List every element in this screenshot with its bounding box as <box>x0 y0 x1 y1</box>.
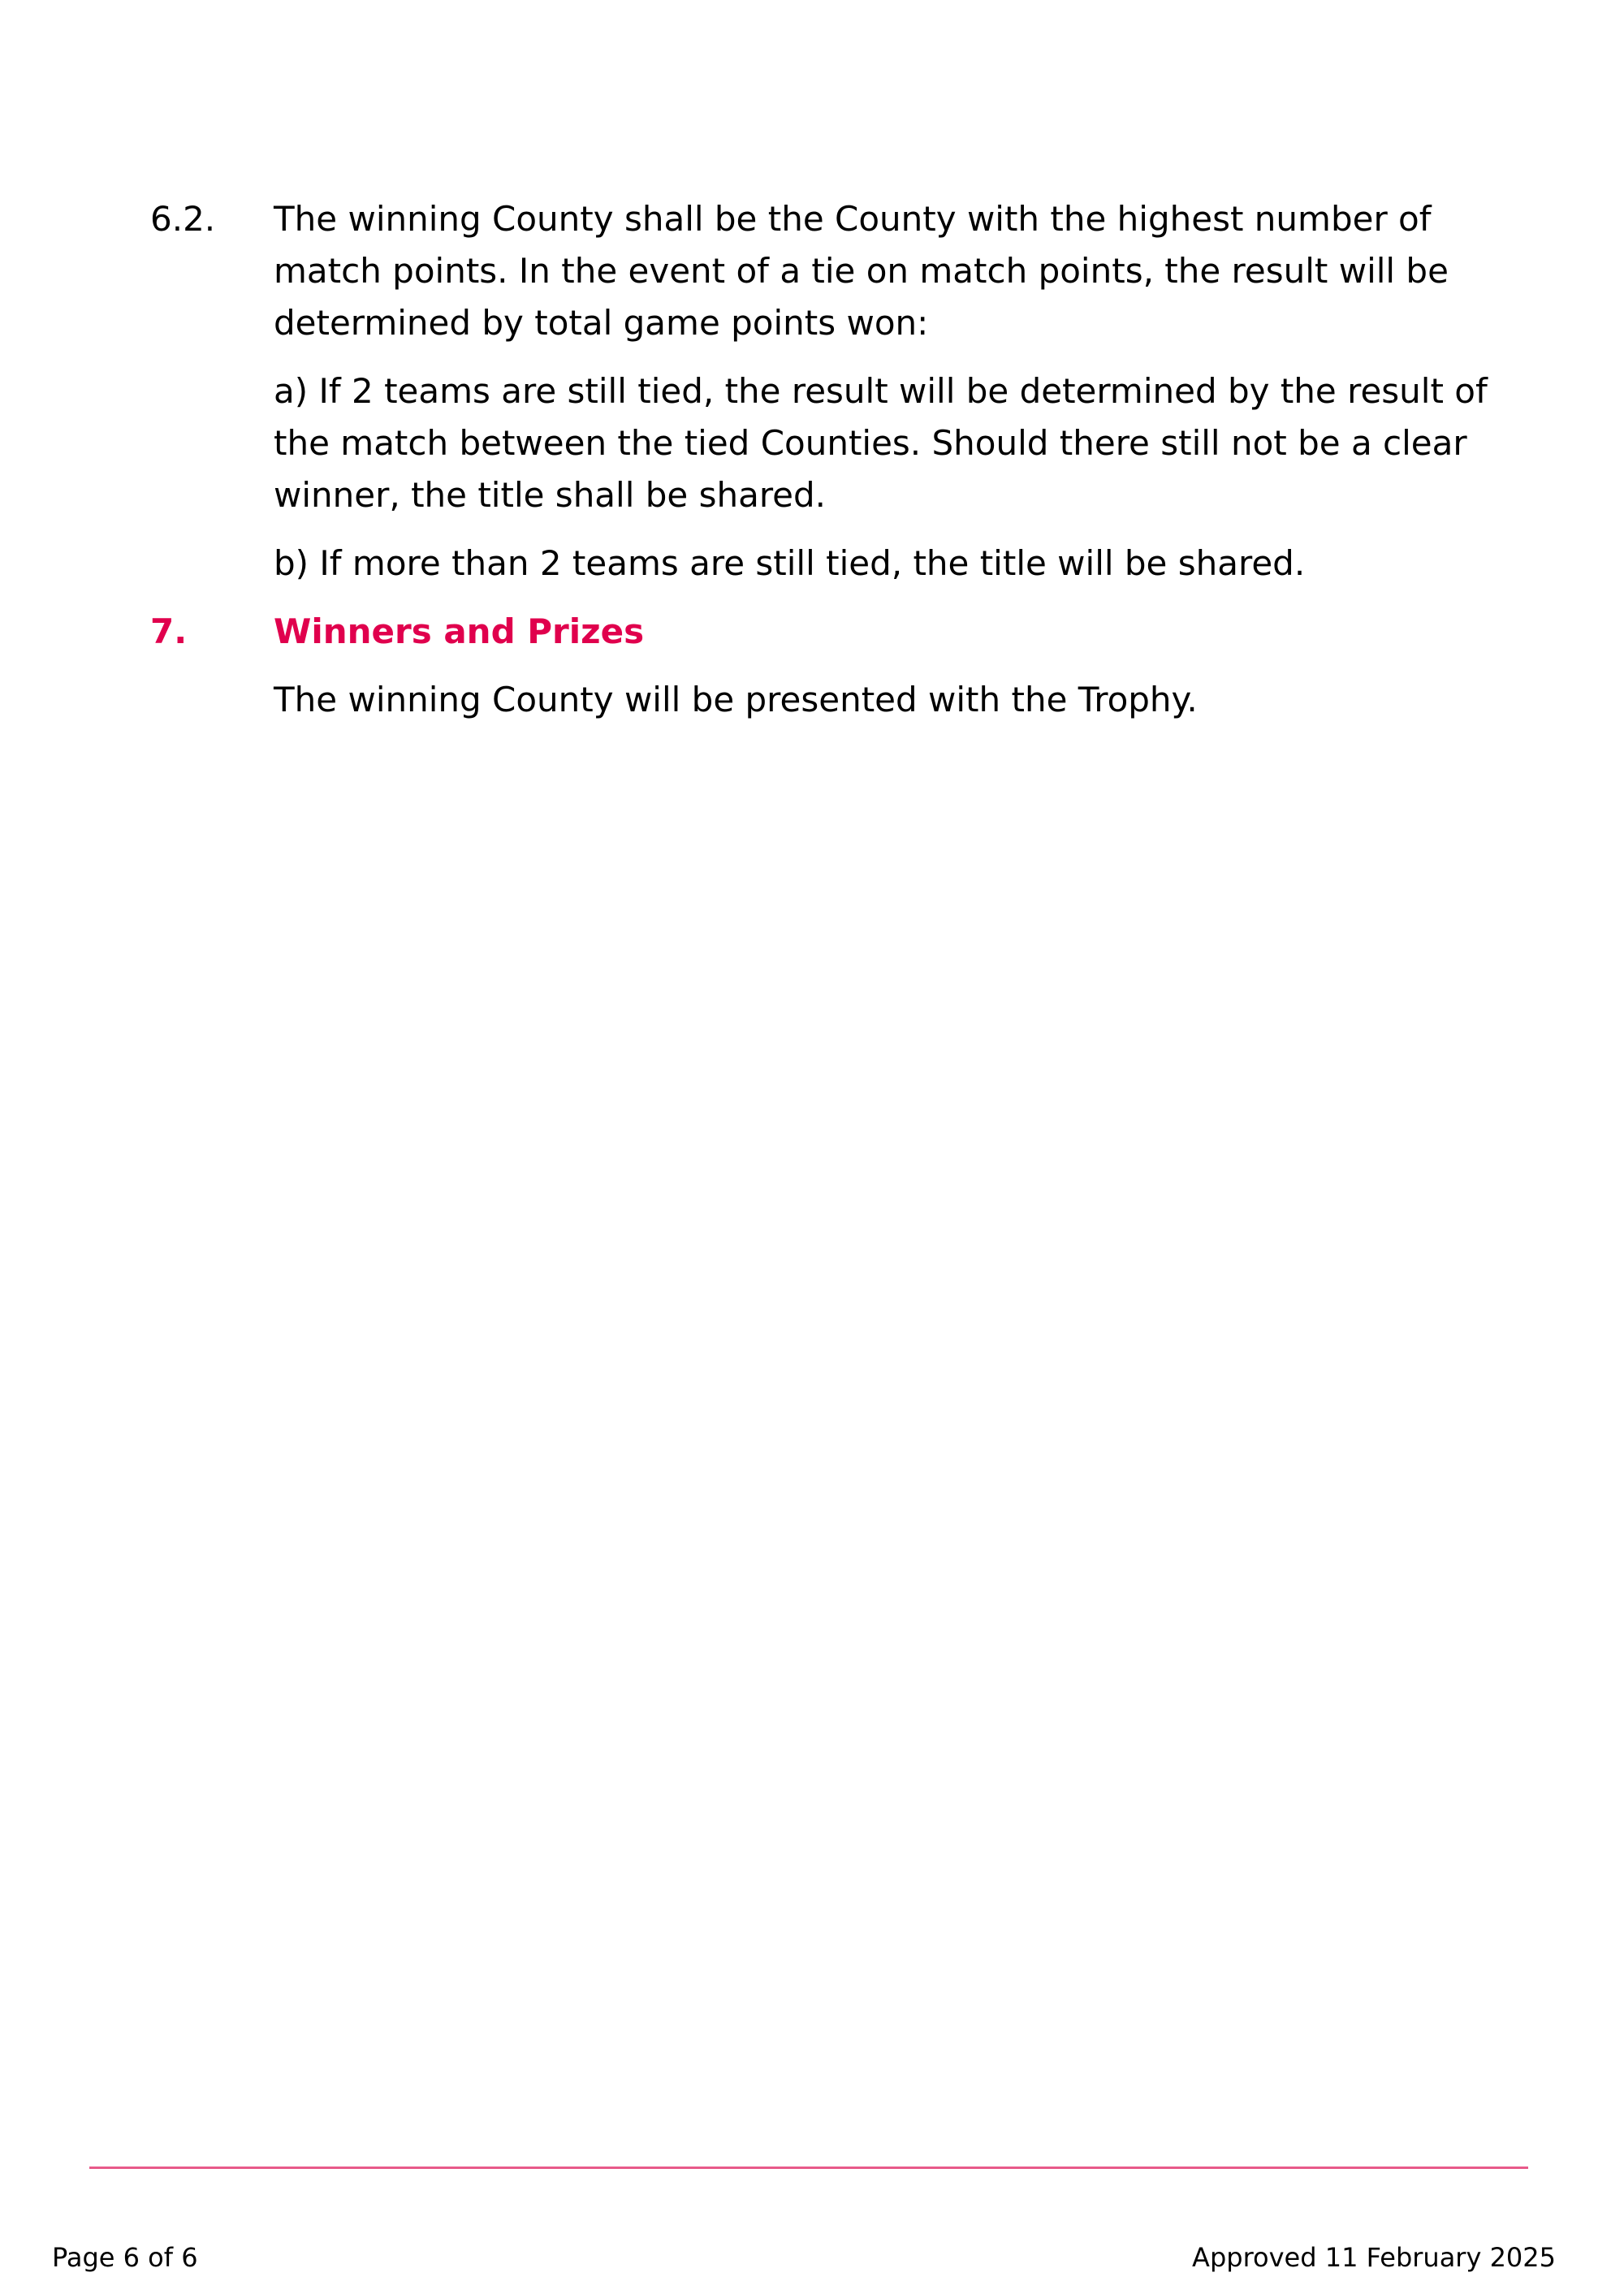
approval-date: Approved 11 February 2025 <box>1192 2242 1556 2273</box>
section-title: Winners and Prizes <box>274 611 645 651</box>
subclause-a-text: a) If 2 teams are still tied, the result will be determined by the result of the match between the tied Counties. Should there still not be a clear winner, the title shall be shared. <box>274 371 1488 515</box>
clause-text: The winning County shall be the County with the highest number of match points. In the event of a tie on match points, the result will be determined by total game points won: <box>274 199 1449 343</box>
clause-number: 6.2. <box>150 199 216 239</box>
section-number: 7. <box>150 611 188 651</box>
footer-divider <box>89 2167 1528 2169</box>
page-number: Page 6 of 6 <box>52 2242 198 2273</box>
subclause-b-text: b) If more than 2 teams are still tied, the title will be shared. <box>274 543 1306 583</box>
section-text: The winning County will be presented with the Trophy. <box>274 680 1198 719</box>
